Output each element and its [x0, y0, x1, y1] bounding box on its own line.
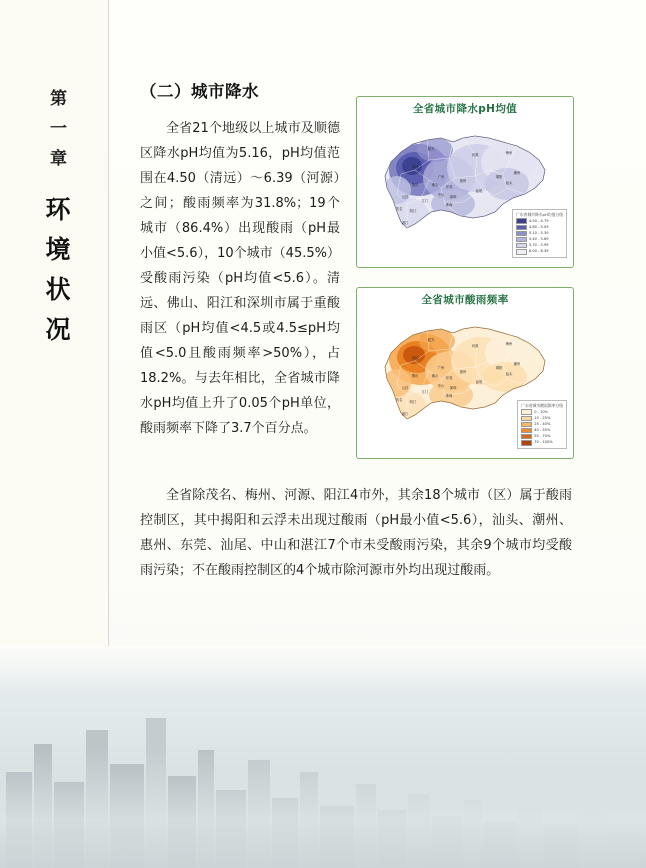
svg-text:汕头: 汕头	[505, 181, 513, 185]
svg-text:河源: 河源	[471, 344, 479, 348]
svg-text:深圳: 深圳	[449, 195, 457, 199]
legend-swatch	[521, 428, 532, 434]
legend-label: 25 - 40%	[534, 421, 551, 426]
legend-item	[521, 428, 563, 434]
figure-acid-rain-frequency-canvas	[357, 309, 573, 455]
svg-text:河源: 河源	[471, 153, 479, 157]
chapter-divider-rule	[108, 0, 109, 660]
legend-swatch	[521, 434, 532, 440]
figure-ph-mean-legend	[512, 209, 567, 258]
svg-text:揭阳: 揭阳	[495, 366, 503, 370]
chapter-number-char: 章	[50, 149, 68, 169]
photo-top-fade	[0, 646, 646, 692]
svg-text:惠州: 惠州	[459, 179, 467, 183]
svg-text:云浮: 云浮	[401, 386, 409, 390]
svg-text:中山: 中山	[437, 193, 445, 197]
legend-label: 0 - 10%	[534, 409, 549, 414]
svg-text:江门: 江门	[421, 199, 429, 203]
legend-label: 5.40 - 5.69	[528, 237, 549, 242]
svg-text:东莞: 东莞	[445, 185, 453, 189]
svg-text:珠海: 珠海	[445, 203, 453, 207]
svg-text:梅州: 梅州	[505, 342, 513, 346]
legend-label: 4.50 - 4.79	[528, 218, 549, 223]
legend-label: 10 - 25%	[534, 415, 551, 420]
section-heading: （二）城市降水	[140, 82, 259, 101]
legend-swatch	[521, 440, 532, 446]
legend-label: 40 - 55%	[534, 428, 551, 433]
svg-text:清远: 清远	[411, 165, 419, 169]
svg-text:韶关: 韶关	[427, 147, 435, 151]
svg-text:东莞: 东莞	[445, 376, 453, 380]
legend-item	[516, 231, 563, 237]
legend-item	[516, 249, 563, 255]
cityscape-photo	[0, 646, 646, 868]
legend-item	[521, 409, 563, 415]
chapter-title-char: 况	[45, 315, 73, 344]
svg-text:汕尾: 汕尾	[475, 380, 483, 384]
chapter-title	[38, 190, 80, 350]
legend-label: 55 - 70%	[534, 434, 551, 439]
chapter-title-char: 境	[45, 235, 73, 264]
chapter-number-char: 一	[50, 119, 68, 139]
paragraph-precipitation-ph: 全省21个地级以上城市及顺德区降水pH均值为5.16，pH均值范围在4.50（清远）～6.39（河源）之间；酸雨频率为31.8%；19个城市（86.4%）出现酸雨（pH最小值<5.6），10个城市（45.5%）受酸雨污染（pH均值<5.6）。清远、佛山、阳江和深圳市属于重酸雨区（pH均值<4.5或4.5≤pH均值<5.0且酸雨频率>50%），占18.2%。与去年相比，全省城市降水pH均值上升了0.05个pH单位，酸雨频率下降了3.7个百分点。	[140, 121, 340, 436]
svg-text:珠海: 珠海	[445, 394, 453, 398]
svg-text:中山: 中山	[437, 384, 445, 388]
legend-swatch	[516, 218, 527, 224]
svg-text:云浮: 云浮	[401, 195, 409, 199]
legend-title: 广东省城市降水pH均值分级	[515, 212, 563, 218]
svg-text:佛山: 佛山	[431, 183, 439, 187]
svg-text:茂名: 茂名	[395, 398, 403, 402]
figure-acid-rain-frequency-legend	[517, 400, 567, 449]
legend-swatch	[516, 249, 527, 255]
legend-item	[516, 243, 563, 249]
legend-item	[521, 434, 563, 440]
legend-swatch	[516, 243, 527, 249]
svg-text:茂名: 茂名	[395, 207, 403, 211]
legend-swatch	[521, 416, 532, 422]
svg-text:汕尾: 汕尾	[475, 189, 483, 193]
legend-label: 5.10 - 5.39	[528, 230, 549, 235]
legend-swatch	[516, 237, 527, 243]
legend-label: 70 - 100%	[534, 440, 553, 445]
chapter-title-char: 状	[45, 275, 73, 304]
figure-ph-mean	[356, 96, 574, 268]
svg-text:阳江: 阳江	[409, 209, 417, 213]
svg-text:广州: 广州	[437, 175, 445, 179]
legend-title: 广东省城市酸雨频率分级	[521, 403, 563, 409]
figure-ph-mean-canvas	[357, 118, 573, 264]
svg-text:湛江: 湛江	[401, 221, 409, 225]
svg-text:惠州: 惠州	[459, 370, 467, 374]
legend-swatch	[521, 409, 532, 415]
legend-item	[521, 416, 563, 422]
chapter-number	[44, 84, 74, 174]
svg-text:汕头: 汕头	[505, 372, 513, 376]
legend-item	[521, 440, 563, 446]
svg-text:潮州: 潮州	[513, 171, 521, 175]
chapter-title-char: 环	[45, 195, 73, 224]
legend-item	[516, 237, 563, 243]
figure-acid-rain-frequency-title: 全省城市酸雨频率	[421, 294, 509, 306]
legend-label: 5.70 - 5.99	[528, 243, 549, 248]
legend-label: 6.00 - 6.39	[528, 249, 549, 254]
photo-haze-overlay	[0, 748, 646, 868]
svg-text:潮州: 潮州	[513, 362, 521, 366]
legend-item	[521, 422, 563, 428]
svg-text:韶关: 韶关	[427, 338, 435, 342]
svg-text:肇庆: 肇庆	[411, 374, 419, 378]
legend-label: 4.80 - 5.09	[528, 224, 549, 229]
svg-text:肇庆: 肇庆	[411, 183, 419, 187]
svg-text:阳江: 阳江	[409, 400, 417, 404]
svg-text:广州: 广州	[437, 366, 445, 370]
svg-text:江门: 江门	[421, 390, 429, 394]
svg-text:深圳: 深圳	[449, 386, 457, 390]
svg-text:梅州: 梅州	[505, 151, 513, 155]
svg-text:佛山: 佛山	[431, 374, 439, 378]
legend-swatch	[516, 225, 527, 231]
legend-swatch	[521, 422, 532, 428]
svg-text:湛江: 湛江	[401, 412, 409, 416]
main-content-column	[140, 78, 340, 443]
figure-ph-mean-title: 全省城市降水pH均值	[412, 103, 518, 115]
svg-text:揭阳: 揭阳	[495, 175, 503, 179]
figure-acid-rain-frequency	[356, 287, 574, 459]
chapter-number-char: 第	[50, 89, 68, 109]
paragraph-acid-rain-control: 全省除茂名、梅州、河源、阳江4市外，其余18个城市（区）属于酸雨控制区，其中揭阳和云浮未出现过酸雨（pH最小值<5.6），汕头、潮州、惠州、东莞、汕尾、中山和湛江7个市未受酸雨污染，其余9个城市均受酸雨污染；不在酸雨控制区的4个城市除河源市外均出现过酸雨。	[140, 488, 572, 578]
legend-item	[516, 218, 563, 224]
legend-swatch	[516, 231, 527, 237]
legend-item	[516, 225, 563, 231]
svg-text:清远: 清远	[411, 356, 419, 360]
